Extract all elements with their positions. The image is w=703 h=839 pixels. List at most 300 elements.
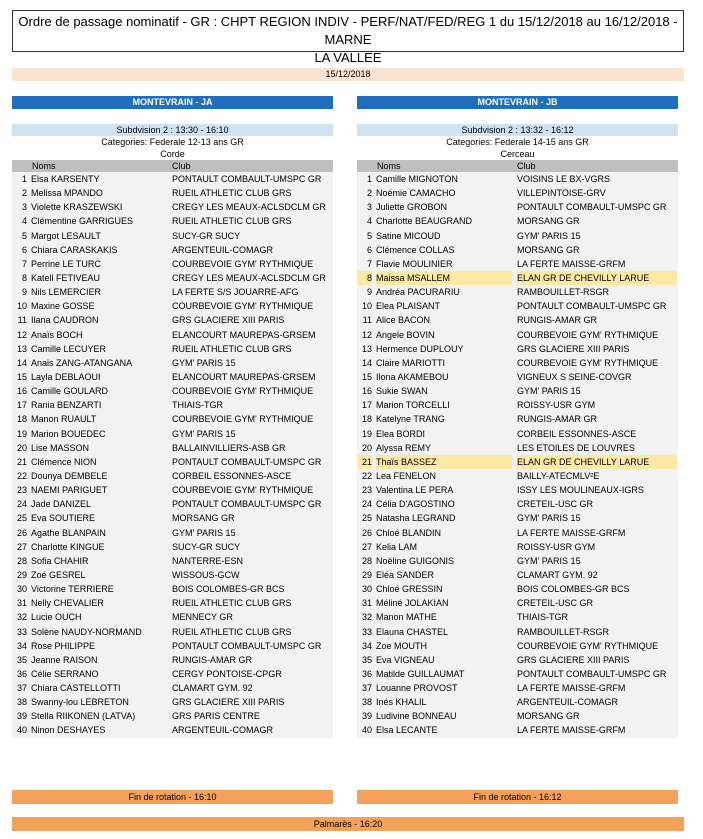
table-row — [357, 709, 678, 723]
gymnast-name: Satine MICOUD — [376, 230, 441, 241]
club-name: PONTAULT COMBAULT-UMSPC GR — [172, 456, 322, 467]
row-number: 29 — [361, 569, 372, 580]
gymnast-name: Layla DEBLAOUI — [31, 371, 101, 382]
table-row — [357, 328, 678, 342]
row-number: 37 — [361, 683, 372, 694]
row-number: 15 — [16, 371, 27, 382]
table-body — [357, 172, 678, 738]
gymnast-name: Jade DANIZEL — [31, 499, 92, 510]
club-name: RUNGIS-AMAR GR — [517, 414, 598, 425]
club-name: PONTAULT COMBAULT-UMSPC GR — [172, 640, 322, 651]
club-name: BALLAINVILLIERS-ASB GR — [172, 442, 286, 453]
row-number: 19 — [16, 428, 27, 439]
row-number: 16 — [361, 386, 372, 397]
gymnast-name: Ludivine BONNEAU — [376, 711, 457, 722]
table-row — [357, 285, 678, 299]
table-row — [12, 370, 333, 384]
gymnast-name: Chiara CARASKAKIS — [31, 244, 118, 255]
table-row — [357, 200, 678, 214]
table-row — [12, 469, 333, 483]
club-name: ROISSY-USR GYM — [517, 541, 596, 552]
column-header-club: Club — [517, 161, 536, 171]
club-name: CREGY LES MEAUX-ACLSDCLM GR — [172, 202, 326, 213]
club-name: GRS PARIS CENTRE — [172, 711, 260, 722]
gymnast-name: Elsa LECANTE — [376, 725, 438, 736]
row-number: 19 — [361, 428, 372, 439]
row-number: 11 — [362, 315, 372, 326]
row-number: 9 — [366, 287, 372, 298]
table-row — [12, 582, 333, 596]
row-number: 3 — [21, 202, 27, 213]
column-header-names: Noms — [377, 161, 401, 171]
table-row — [12, 271, 333, 285]
table-row — [357, 384, 678, 398]
table-row — [357, 455, 678, 469]
gymnast-name: Angele BOVIN — [376, 329, 435, 340]
club-name: GRS GLACIERE XIII PARIS — [172, 315, 285, 326]
row-number: 24 — [16, 499, 27, 510]
club-name: CERGY PONTOISE-CPGR — [172, 668, 282, 679]
gymnast-name: Stella RIIKONEN (LATVA) — [31, 711, 136, 722]
gymnast-name: Katelyne TRANG — [376, 414, 445, 425]
gymnast-name: Matilde GUILLAUMAT — [376, 668, 465, 679]
gymnast-name: Andréa PACURARIU — [376, 287, 460, 298]
gymnast-name: Valentina LE PERA — [376, 485, 454, 496]
row-number: 24 — [361, 499, 372, 510]
row-number: 31 — [16, 598, 27, 609]
table-row — [12, 568, 333, 582]
gymnast-name: Manon MATHE — [376, 612, 437, 623]
club-name: RUEIL ATHLETIC CLUB GRS — [172, 216, 292, 227]
row-number: 28 — [361, 555, 372, 566]
row-number: 13 — [16, 343, 27, 354]
date-bar: 15/12/2018 — [12, 68, 684, 81]
gymnast-name: Elea PLAISANT — [376, 301, 441, 312]
gymnast-name: Zoe MOUTH — [376, 640, 428, 651]
table-row — [357, 214, 678, 228]
club-name: SUCY-GR SUCY — [172, 230, 241, 241]
table-row — [12, 709, 333, 723]
gymnast-name: Marion BOUEDEC — [31, 428, 106, 439]
table-row — [357, 229, 678, 243]
table-row — [357, 356, 678, 370]
row-number: 22 — [16, 470, 27, 481]
row-number: 8 — [21, 272, 27, 283]
table-row — [357, 469, 678, 483]
club-name: PONTAULT COMBAULT-UMSPC GR — [517, 202, 667, 213]
table-row — [12, 695, 333, 709]
gymnast-name: Margot LESAULT — [31, 230, 101, 241]
row-number: 20 — [361, 442, 372, 453]
table-row — [12, 342, 333, 356]
table-row — [12, 356, 333, 370]
table-row — [357, 412, 678, 426]
gymnast-name: Maxine GOSSE — [31, 301, 95, 312]
club-name: ISSY LES MOULINEAUX-IGRS — [517, 485, 644, 496]
gymnast-name: Maissa MSALLEM — [376, 271, 512, 285]
gymnast-name: Ilana CAUDRON — [31, 315, 99, 326]
table-row — [357, 342, 678, 356]
gymnast-name: Charlotte KINGUE — [31, 541, 105, 552]
row-number: 14 — [16, 357, 27, 368]
row-number: 31 — [361, 598, 372, 609]
row-number: 4 — [366, 216, 372, 227]
club-name: GYM' PARIS 15 — [517, 386, 581, 397]
gymnast-name: Ninon DESHAYES — [31, 725, 106, 736]
table-body — [12, 172, 333, 738]
gymnast-name: Clémentine GARRIGUES — [31, 216, 134, 227]
gymnast-name: Noémie CAMACHO — [376, 188, 456, 199]
row-number: 25 — [361, 513, 372, 524]
row-number: 12 — [361, 329, 372, 340]
gymnast-name: Flavie MOULINIER — [376, 258, 453, 269]
row-number: 21 — [16, 456, 27, 467]
club-name: LA FERTE MAISSE-GRFM — [517, 683, 626, 694]
club-name: LA FERTE S/S JOUARRE-AFG — [172, 287, 299, 298]
table-row — [12, 172, 333, 186]
row-number: 13 — [361, 343, 372, 354]
club-name: CREGY LES MEAUX-ACLSDCLM GR — [172, 272, 326, 283]
table-row — [357, 540, 678, 554]
table-row — [12, 441, 333, 455]
gymnast-name: Chloé GRESSIN — [376, 584, 443, 595]
row-number: 23 — [16, 485, 27, 496]
row-number: 1 — [21, 174, 27, 184]
row-number: 4 — [21, 216, 27, 227]
club-name: BOIS COLOMBES-GR BCS — [517, 584, 630, 595]
table-row — [12, 214, 333, 228]
table-row — [357, 186, 678, 200]
table-row — [12, 229, 333, 243]
club-name: VILLEPINTOISE-GRV — [517, 188, 606, 199]
row-number: 28 — [16, 555, 27, 566]
club-name: COURBEVOIE GYM' RYTHMIQUE — [517, 357, 659, 368]
row-number: 37 — [16, 683, 27, 694]
gymnast-name: Agathe BLANPAIN — [31, 527, 106, 538]
row-number: 39 — [16, 711, 27, 722]
subdivision-bar: Subdvision 2 : 13:32 - 16:12 — [357, 124, 678, 136]
gymnast-name: Swanny-lou LEBRETON — [31, 697, 129, 708]
club-name: ELAN GR DE CHEVILLY LARUE — [517, 455, 677, 469]
club-name: PONTAULT COMBAULT-UMSPC GR — [517, 301, 667, 312]
row-number: 40 — [16, 725, 27, 736]
club-name: BAILLY-ATECMLV²E — [517, 470, 600, 481]
table-row — [12, 540, 333, 554]
row-number: 12 — [16, 329, 27, 340]
club-name: GYM' PARIS 15 — [172, 357, 236, 368]
row-number: 10 — [16, 301, 27, 312]
club-name: COURBEVOIE GYM' RYTHMIQUE — [172, 258, 314, 269]
title-line-1: Ordre de passage nominatif - GR : CHPT REGION INDIV - PERF/NAT/FED/REG 1 du 15/12/2018 au 16/12/2018 - MARNE — [18, 14, 678, 47]
gymnast-name: Clémence NION — [31, 456, 97, 467]
row-number: 3 — [366, 202, 372, 213]
gymnast-name: Claire MARIOTTI — [376, 357, 446, 368]
gymnast-name: Natasha LEGRAND — [376, 513, 456, 524]
club-name: CRETEIL-USC GR — [517, 499, 594, 510]
club-name: COURBEVOIE GYM' RYTHMIQUE — [172, 485, 314, 496]
table-row — [12, 398, 333, 412]
gymnast-name: Anaïs BOCH — [31, 329, 83, 340]
table-row — [12, 497, 333, 511]
table-row — [357, 667, 678, 681]
gymnast-name: Sofia CHAHIR — [31, 555, 89, 566]
gymnast-name: Katell FETIVEAU — [31, 272, 101, 283]
table-row — [357, 271, 678, 285]
club-name: CLAMART GYM. 92 — [172, 683, 253, 694]
club-name: ARGENTEUIL-COMAGR — [517, 697, 619, 708]
row-number: 32 — [361, 612, 372, 623]
club-name: GYM' PARIS 15 — [517, 555, 581, 566]
gymnast-name: Alyssa REMY — [376, 442, 432, 453]
gymnast-name: Jeanne RAISON — [31, 654, 98, 665]
gymnast-name: Elauna CHASTEL — [376, 626, 449, 637]
table-row — [357, 681, 678, 695]
club-name: LA FERTE MAISSE-GRFM — [517, 725, 626, 736]
table-row — [357, 257, 678, 271]
gymnast-name: Violette KRASZEWSKI — [31, 202, 123, 213]
gymnast-name: Melissa MPANDO — [31, 188, 103, 199]
table-header — [357, 160, 678, 172]
table-row — [357, 596, 678, 610]
table-row — [357, 398, 678, 412]
row-number: 7 — [21, 258, 27, 269]
gymnast-name: Chloé BLANDIN — [376, 527, 442, 538]
row-number: 11 — [17, 315, 27, 326]
club-name: THIAIS-TGR — [517, 612, 568, 623]
club-name: COURBEVOIE GYM' RYTHMIQUE — [172, 301, 314, 312]
club-name: RUNGIS-AMAR GR — [517, 315, 598, 326]
club-name: GYM' PARIS 15 — [517, 513, 581, 524]
table-row — [12, 681, 333, 695]
gymnast-name: Méliné JOLAKIAN — [376, 598, 449, 609]
row-number: 32 — [16, 612, 27, 623]
club-name: LES ETOILES DE LOUVRES — [517, 442, 635, 453]
club-name: ARGENTEUIL-COMAGR — [172, 244, 274, 255]
gymnast-name: Lea FENELON — [376, 470, 437, 481]
gymnast-name: Eva VIGNEAU — [376, 654, 435, 665]
categories-label: Categories: Federale 14-15 ans GR — [446, 137, 589, 147]
table-row — [12, 328, 333, 342]
title-line-2: LA VALLEE — [314, 50, 382, 65]
row-number: 33 — [16, 626, 27, 637]
table-row — [357, 568, 678, 582]
row-number: 27 — [16, 541, 27, 552]
row-number: 6 — [21, 244, 27, 255]
row-number: 36 — [16, 668, 27, 679]
row-number: 1 — [366, 174, 372, 184]
row-number: 23 — [361, 485, 372, 496]
gymnast-name: Clémence COLLAS — [376, 244, 455, 255]
table-row — [12, 667, 333, 681]
table-row — [12, 554, 333, 568]
table-row — [357, 695, 678, 709]
table-row — [357, 299, 678, 313]
gymnast-name: Camille GOULARD — [31, 386, 109, 397]
table-row — [357, 511, 678, 525]
gymnast-name: Anais ZANG-ATANGANA — [31, 357, 133, 368]
table-row — [357, 526, 678, 540]
gymnast-name: Célia D'AGOSTINO — [376, 499, 455, 510]
gymnast-name: Inés KHALIL — [376, 697, 427, 708]
gymnast-name: Perrine LE TURC — [31, 258, 101, 269]
table-row — [357, 313, 678, 327]
gymnast-name: NAEMI PARIGUET — [31, 485, 108, 496]
club-name: VIGNEUX S SEINE-COVGR — [517, 371, 632, 382]
table-row — [12, 200, 333, 214]
club-name: COURBEVOIE GYM' RYTHMIQUE — [517, 640, 659, 651]
club-name: SUCY-GR SUCY — [172, 541, 241, 552]
column-left — [12, 96, 333, 738]
row-number: 14 — [361, 357, 372, 368]
gymnast-name: Manon RUAULT — [31, 414, 97, 425]
table-header — [12, 160, 333, 172]
club-name: GYM' PARIS 15 — [517, 230, 581, 241]
table-row — [12, 526, 333, 540]
table-row — [12, 596, 333, 610]
row-number: 8 — [357, 271, 372, 285]
apparatus-label: Cerceau — [500, 149, 535, 159]
row-number: 34 — [361, 640, 372, 651]
row-number: 29 — [16, 569, 27, 580]
gymnast-name: Zoé GESREL — [31, 569, 86, 580]
table-row — [357, 243, 678, 257]
row-number: 35 — [16, 654, 27, 665]
club-name: ELANCOURT MAUREPAS-GRSEM — [172, 371, 316, 382]
club-name: LA FERTE MAISSE-GRFM — [517, 527, 626, 538]
club-name: PONTAULT COMBAULT-UMSPC GR — [172, 499, 322, 510]
table-row — [357, 554, 678, 568]
club-name: RAMBOUILLET-RSGR — [517, 287, 610, 298]
table-row — [12, 299, 333, 313]
table-row — [357, 582, 678, 596]
table-row — [357, 653, 678, 667]
club-name: PONTAULT COMBAULT-UMSPC GR — [517, 668, 667, 679]
row-number: 40 — [361, 725, 372, 736]
club-name: NANTERRE-ESN — [172, 555, 244, 566]
row-number: 34 — [16, 640, 27, 651]
row-number: 20 — [16, 442, 27, 453]
row-number: 18 — [361, 414, 372, 425]
row-number: 38 — [361, 697, 372, 708]
gymnast-name: Hermence DUPLOUY — [376, 343, 464, 354]
club-name: WISSOUS-GCW — [172, 569, 240, 580]
gymnast-name: Nelly CHEVALIER — [31, 598, 104, 609]
gymnast-name: Juliette GROBON — [376, 202, 448, 213]
row-number: 39 — [361, 711, 372, 722]
club-name: COURBEVOIE GYM' RYTHMIQUE — [172, 386, 314, 397]
gymnast-name: Eléa SANDER — [376, 569, 435, 580]
table-row — [12, 412, 333, 426]
club-name: ELANCOURT MAUREPAS-GRSEM — [172, 329, 316, 340]
row-number: 9 — [21, 287, 27, 298]
club-name: COURBEVOIE GYM' RYTHMIQUE — [172, 414, 314, 425]
club-name: COURBEVOIE GYM' RYTHMIQUE — [517, 329, 659, 340]
table-row — [357, 172, 678, 186]
row-number: 33 — [361, 626, 372, 637]
table-row — [357, 483, 678, 497]
gymnast-name: Kelia LAM — [376, 541, 418, 552]
table-row — [357, 427, 678, 441]
table-row — [357, 639, 678, 653]
row-number: 38 — [16, 697, 27, 708]
table-row — [12, 610, 333, 624]
row-number: 18 — [16, 414, 27, 425]
table-row — [12, 625, 333, 639]
gymnast-name: Elsa KARSENTY — [31, 174, 100, 184]
column-header-names: Noms — [32, 161, 56, 171]
table-row — [12, 455, 333, 469]
gymnast-name: Rose PHILIPPE — [31, 640, 96, 651]
gymnast-name: Camille LECUYER — [31, 343, 107, 354]
club-name: ELAN GR DE CHEVILLY LARUE — [517, 271, 677, 285]
venue-header: MONTEVRAIN - JA — [12, 96, 333, 109]
club-name: RUNGIS-AMAR GR — [172, 654, 253, 665]
table-row — [12, 186, 333, 200]
club-name: RUEIL ATHLETIC CLUB GRS — [172, 626, 292, 637]
gymnast-name: Noëline GUIGONIS — [376, 555, 455, 566]
venue-header: MONTEVRAIN - JB — [357, 96, 678, 109]
gymnast-name: Thaïs BASSEZ — [376, 455, 512, 469]
row-number: 2 — [366, 188, 372, 199]
table-row — [357, 441, 678, 455]
row-number: 16 — [16, 386, 27, 397]
column-header-club: Club — [172, 161, 191, 171]
gymnast-name: Lise MASSON — [31, 442, 90, 453]
row-number: 6 — [366, 244, 372, 255]
row-number: 10 — [361, 301, 372, 312]
gymnast-name: Lucie OUCH — [31, 612, 82, 623]
row-number: 22 — [361, 470, 372, 481]
gymnast-name: Célie SERRANO — [31, 668, 99, 679]
table-row — [357, 723, 678, 737]
club-name: RUEIL ATHLETIC CLUB GRS — [172, 188, 292, 199]
gymnast-name: Victorine TERRIERE — [31, 584, 114, 595]
table-row — [12, 483, 333, 497]
gymnast-name: Eva SOUTIERE — [31, 513, 96, 524]
row-number: 17 — [361, 400, 372, 411]
club-name: RUEIL ATHLETIC CLUB GRS — [172, 598, 292, 609]
club-name: GRS GLACIERE XIII PARIS — [172, 697, 285, 708]
row-number: 30 — [16, 584, 27, 595]
gymnast-name: Chiara CASTELLOTTI — [31, 683, 121, 694]
club-name: MORSANG GR — [172, 513, 235, 524]
club-name: MORSANG GR — [517, 711, 580, 722]
gymnast-name: Elea BORDI — [376, 428, 426, 439]
gymnast-name: Dounya DEMBELE — [31, 470, 108, 481]
column-right — [357, 96, 678, 738]
club-name: GYM' PARIS 15 — [172, 428, 236, 439]
categories-label: Categories: Federale 12-13 ans GR — [101, 137, 244, 147]
club-name: THIAIS-TGR — [172, 400, 223, 411]
club-name: ROISSY-USR GYM — [517, 400, 596, 411]
gymnast-name: Alice BACON — [376, 315, 431, 326]
gymnast-name: Solène NAUDY-NORMAND — [31, 626, 142, 637]
table-row — [12, 384, 333, 398]
table-row — [357, 370, 678, 384]
gymnast-name: Charlotte BEAUGRAND — [376, 216, 473, 227]
document-title — [12, 10, 684, 65]
club-name: GRS GLACIERE XIII PARIS — [517, 654, 630, 665]
row-number: 25 — [16, 513, 27, 524]
row-number: 7 — [366, 258, 372, 269]
club-name: PONTAULT COMBAULT-UMSPC GR — [172, 174, 322, 184]
apparatus-label: Corde — [160, 149, 185, 159]
gymnast-name: Nils LEMERCIER — [31, 287, 102, 298]
club-name: CORBEIL ESSONNES-ASCE — [172, 470, 292, 481]
row-number: 17 — [16, 400, 27, 411]
table-row — [357, 497, 678, 511]
gymnast-name: Marion TORCELLI — [376, 400, 450, 411]
